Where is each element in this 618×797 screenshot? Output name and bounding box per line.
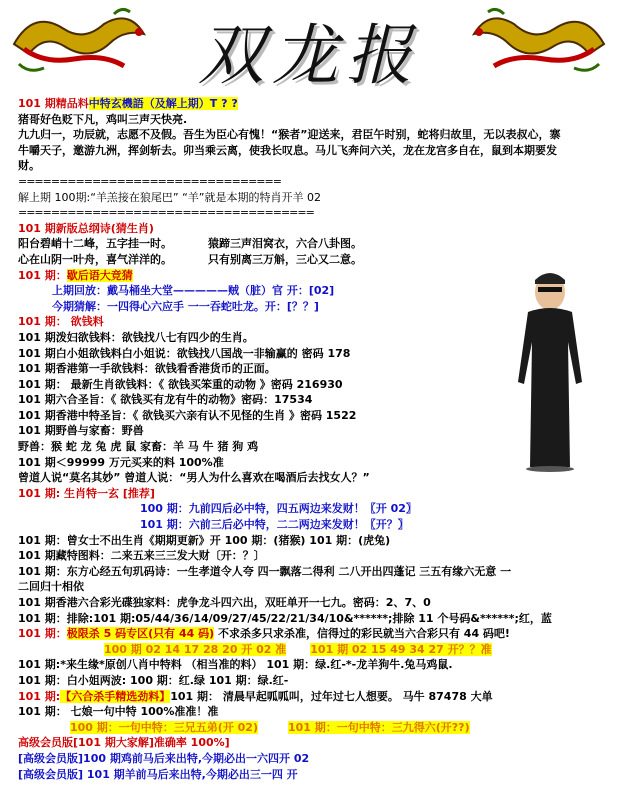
text-line: [高级会员版]100 期鸡前马后来出特,今期必出一六四开 02 (18, 751, 310, 765)
text-line: 今期猜解：一四得心六应手 一一吞蛇吐龙。开：[？？] (52, 299, 319, 313)
text-line: 野兽：猴 蛇 龙 兔 虎 鼠 家畜：羊 马 牛 猪 狗 鸡 (18, 440, 259, 454)
header (0, 0, 618, 96)
section-header: 101 期精品料中特玄機語（及解上期）T ? ? (18, 97, 238, 110)
text-line: 猪哥好色贬下凡，鸡叫三声天快亮. (18, 112, 188, 126)
text-line: 101 期:*来生缘*原创八肖中特料 （相当准的料） 101 期：绿.红-*-龙羊狗牛.兔马鸡鼠. (18, 658, 453, 672)
page-title: 双龙报 (198, 17, 420, 94)
text-line: 101 期:【六合杀手精选劲料】101 期： 清晨早起呱呱叫，过年过七人想要。 马牛 87478 大单 (18, 689, 493, 703)
section-header: 101 期： 欲钱料 (18, 315, 104, 329)
text-line: 101 期六合圣旨：《 欲钱买有龙有牛的动物》密码：17534 (18, 393, 313, 407)
text-line: 101 期藏特图料：二来五来三三发大财〔开：？〕 (18, 549, 265, 563)
text-line: 二回归十相依 (18, 580, 84, 594)
text-line: 101 期： 七娘一句中特 100%准准！准 (18, 705, 219, 719)
text-line: 101 期：曾女士不出生肖《期期更新》开 100 期：(猪猴) 101 期：(虎兔) (18, 533, 391, 547)
text-line: 101 期泼妇欲钱料：欲钱找八七有四少的生肖。 (18, 330, 254, 344)
text-line: 101 期香港六合彩光碟独家料：虎争龙斗四六出，双旺单开一七九。密码：2、7、0 (18, 596, 431, 609)
text-line: 解上期 100期:“羊羔接在狼尾巴” “羊”就是本期的特肖开羊 02 (18, 190, 321, 204)
section-header: 101 期新版总纲诗(猜生肖) (18, 221, 154, 235)
text-line: 101 期：排除:101 期:05/44/36/14/09/27/45/22/21/34/10&******;排除 11 个号码&******;红，蓝 (18, 611, 552, 625)
poem-line: 阳台碧峭十二峰，五字挂一时。 猿蹄三声泪窝衣，六合八卦图。 (18, 237, 362, 251)
text-line: 101 期：极限杀 5 码专区(只有 44 码) 不求杀多只求杀准，信得过的彩民就当六合彩只有 44 码吧! (18, 627, 510, 641)
text-line: 101 期白小姐欲钱料白小姐说：欲钱找八国战一非输赢的 密码 178 (18, 346, 351, 360)
text-line: 101 期香港第一手欲钱料：欲钱看香港货币的正面。 (18, 362, 276, 376)
poem-line: 心在山阴一叶舟，喜气洋洋的。 只有别离三万斛，三心又二意。 (18, 252, 362, 266)
paragraph: 九九归一，功辰就，志愿不及假。吾生为臣心有愧！“猴者”迎送来，君臣午时别，蛇将归故里，无以表叔心，寨牛嚼天子，邀游九洲，挥剑斩去。卯当乘云离，使我长叹息。马儿飞奔问六关，龙在龙宫多自在，鼠到本期要发财。 (18, 128, 561, 173)
text-line: 101 期＜99999 万元买来的料 100%准 (18, 455, 224, 469)
text-line: 100 期：一句中特：三兄五弟(开 02) 101 期：一句中特：三九得六(开??) (70, 720, 470, 734)
article-body (18, 96, 608, 782)
text-line: 曾道人说“莫名其妙” 曾道人说：“男人为什么喜欢在喝酒后去找女人？” (18, 471, 370, 485)
divider: ================================ (18, 174, 281, 188)
text-line: [高级会员版] 101 期羊前马后来出特,今期必出三一四 开 (18, 767, 298, 781)
text-line: 上期回放：戴马桶坐大堂—————贼（脏）官 开：[02] (52, 284, 335, 298)
text-line: 101 期：白小姐两波: 100 期：红.绿 101 期：绿.红- (18, 673, 289, 687)
divider: ==================================== (18, 206, 314, 220)
text-line: 101 期：六前三后必中特，二二两边来发财！〖开？〗 (140, 518, 409, 532)
text-line: 100 期 02 14 17 28 20 开 02 准 101 期 02 15 49 34 27 开？？准 (104, 642, 492, 656)
text-line: 101 期：东方心经五句玑码诗：一生孝道令人夸 四一飘落二得利 二八开出四蓬记 三五有缘六无意 一 (18, 564, 512, 578)
text-line: 100 期：九前四后必中特，四五两边来发财！〖开 02〗 (140, 502, 417, 516)
section-header: 101 期：歇后语大竞猜 (18, 268, 133, 282)
dragon-icon (464, 4, 614, 82)
text-line: 101 期野兽与家畜：野兽 (18, 424, 144, 438)
text-line: 101 期： 最新生肖欲钱料：《 欲钱买笨重的动物 》密码 216930 (18, 377, 343, 391)
section-header: 101 期: 生肖特一玄 [推荐] (18, 486, 155, 500)
text-line: 高级会员版[101 期大家解]准确率 100%] (18, 736, 230, 750)
text-line: 101 期香港中特圣旨：《 欲钱买六亲有认不见怪的生肖 》密码 1522 (18, 408, 357, 422)
